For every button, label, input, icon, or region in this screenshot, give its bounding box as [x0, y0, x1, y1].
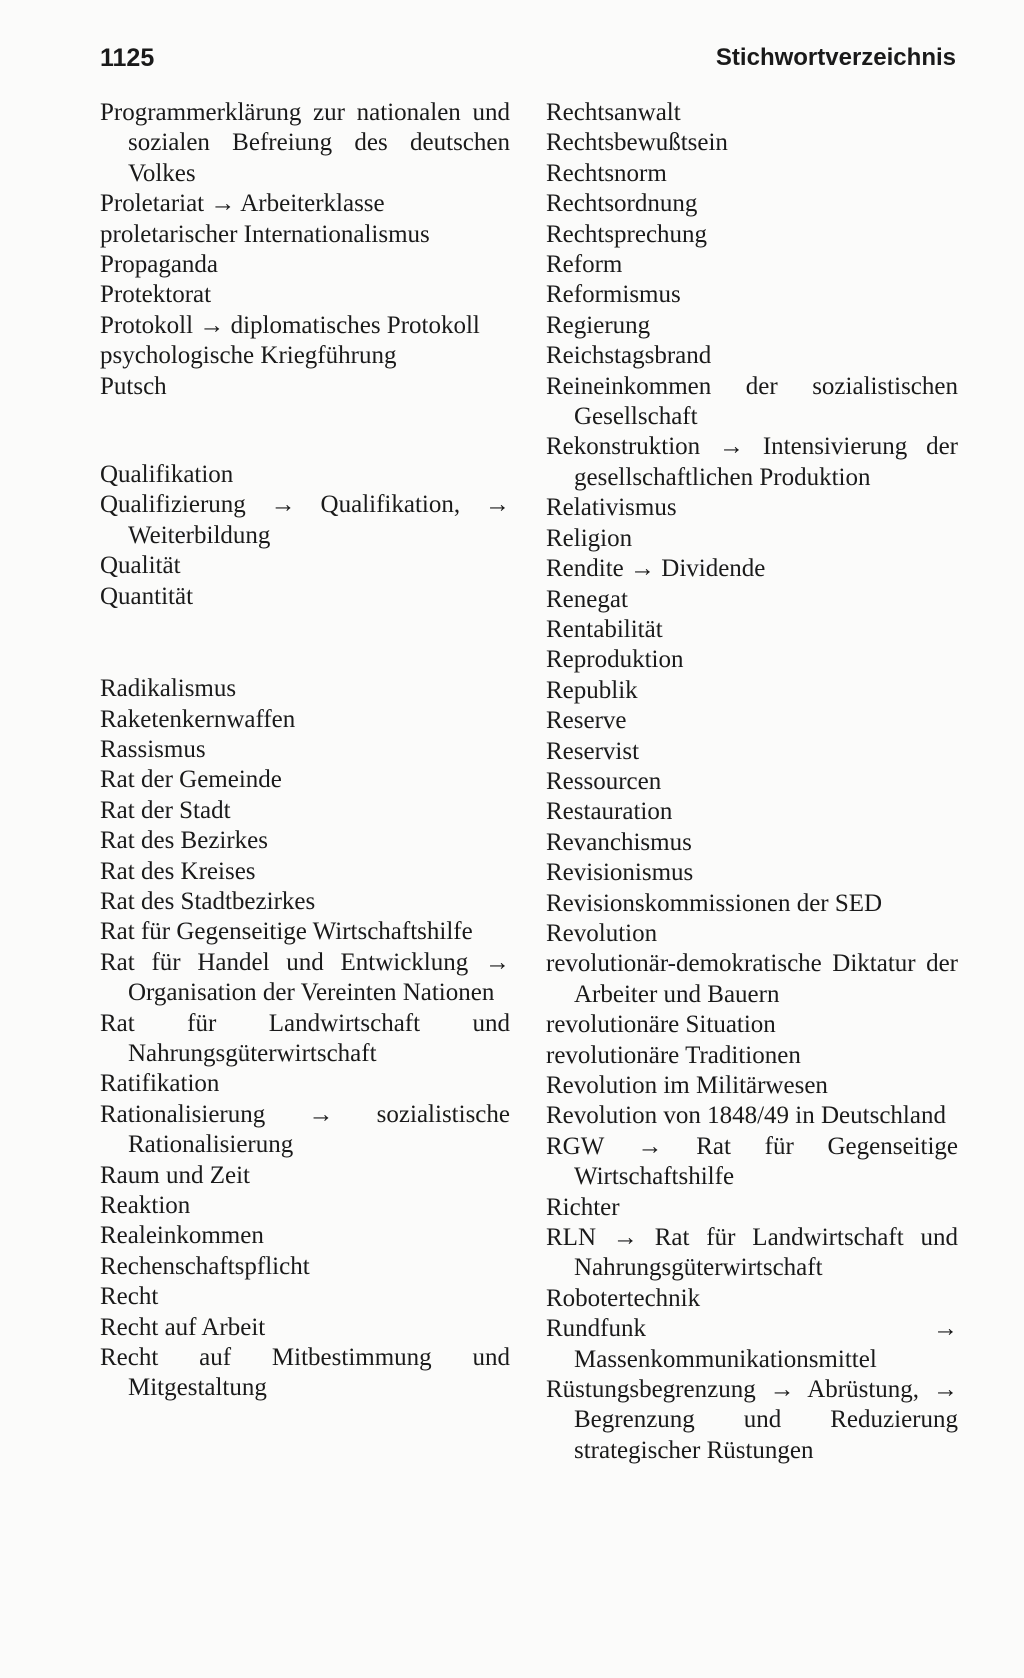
index-entry: RLN → Rat für Landwirtschaft und Nahrungsgüterwirtschaft [546, 1224, 958, 1282]
index-entry: Revisionismus [546, 859, 694, 887]
index-entry: Rat für Handel und Entwicklung → Organisation der Vereinten Nationen [100, 948, 510, 1007]
index-entry: Rentabilität [546, 615, 663, 643]
index-entry: Robotertechnik [546, 1284, 701, 1312]
page-number: 1125 [100, 44, 155, 72]
index-entry: Ratifikation [100, 1070, 220, 1098]
index-entry: Rationalisierung → sozialistische Rationalisierung [100, 1100, 510, 1159]
index-entry: Ressourcen [546, 767, 662, 795]
index-entry: Restauration [546, 798, 673, 826]
index-entry: Revolution im Militärwesen [546, 1072, 828, 1099]
index-entry: Rechtsanwalt [546, 99, 681, 126]
index-entry: Relativismus [546, 494, 677, 522]
index-entry: Renegat [546, 585, 628, 613]
index-group-r-continued [546, 98, 958, 1466]
index-entry: Rechtsprechung [546, 220, 708, 248]
group-spacer [100, 402, 510, 460]
index-entry: Rechtsnorm [546, 159, 667, 187]
index-entry: psychologische Kriegführung [100, 342, 397, 370]
index-group-r [100, 674, 510, 1404]
index-entry: revolutionäre Traditionen [546, 1041, 801, 1069]
index-entry: Rat der Stadt [100, 796, 231, 824]
index-entry: Reichstagsbrand [546, 342, 712, 370]
index-entry: RGW → Rat für Gegenseitige Wirtschaftshilfe [546, 1132, 958, 1191]
right-column [546, 98, 958, 1466]
index-entry: Reserve [546, 707, 627, 735]
index-group-p [100, 98, 510, 402]
index-entry: Rat des Stadtbezirkes [100, 887, 316, 915]
index-entry: Qualifizierung → Qualifikation, → Weiterbildung [100, 491, 510, 549]
index-entry: Religion [546, 524, 633, 552]
index-entry: Rechenschaftspflicht [100, 1252, 310, 1280]
index-entry: Recht auf Arbeit [100, 1313, 266, 1341]
index-entry: Proletariat → Arbeiterklasse [100, 190, 385, 218]
index-entry: Revolution von 1848/49 in Deutschland [546, 1102, 946, 1130]
group-spacer [100, 612, 510, 674]
index-entry: Rechtsbewußtsein [546, 129, 728, 157]
index-entry: Revanchismus [546, 828, 692, 856]
index-entry: Quantität [100, 582, 194, 610]
index-entry: Qualifikation [100, 461, 234, 489]
index-entry: Rat des Kreises [100, 857, 256, 885]
index-entry: Raum und Zeit [100, 1161, 250, 1189]
running-title: Stichwortverzeichnis [715, 44, 956, 71]
index-entry: Radikalismus [100, 675, 237, 703]
index-entry: Reaktion [100, 1192, 191, 1219]
index-entry: Rassismus [100, 735, 206, 763]
index-entry: Rüstungsbegrenzung → Abrüstung, → Begrenzung und Reduzierung strategischer Rüstungen [546, 1376, 958, 1464]
index-entry: Richter [546, 1193, 620, 1221]
index-entry: Reineinkommen der sozialistischen Gesellschaft [546, 372, 958, 431]
index-entry: Reproduktion [546, 646, 684, 674]
index-entry: Rat für Landwirtschaft und Nahrungsgüterwirtschaft [100, 1009, 510, 1067]
index-entry: Rat der Gemeinde [100, 766, 282, 794]
index-entry: Programmerklärung zur nationalen und sozialen Befreiung des deutschen Volkes [100, 99, 510, 187]
index-entry: Rat des Bezirkes [100, 827, 269, 855]
index-entry: Rundfunk → Massenkommunikationsmittel [546, 1315, 958, 1373]
index-entry: Reservist [546, 737, 640, 765]
index-entry: Propaganda [100, 251, 219, 279]
index-entry: Revolution [546, 919, 658, 947]
index-entry: revolutionäre Situation [546, 1011, 776, 1039]
index-entry: Protokoll → diplomatisches Protokoll [100, 311, 480, 339]
index-entry: Reformismus [546, 281, 681, 309]
index-entry: revolutionär-demokratische Diktatur der Arbeiter und Bauern [546, 950, 958, 1008]
index-entry: Rat für Gegenseitige Wirtschaftshilfe [100, 918, 473, 946]
index-entry: Recht [100, 1283, 159, 1311]
index-entry: Rekonstruktion → Intensivierung der gesellschaftlichen Produktion [546, 433, 958, 491]
index-entry: Protektorat [100, 281, 212, 309]
index-entry: Reform [546, 251, 623, 279]
index-entry: Republik [546, 676, 638, 704]
index-entry: proletarischer Internationalismus [100, 220, 430, 248]
index-entry: Qualität [100, 552, 181, 580]
index-group-q [100, 460, 510, 612]
index-entry: Putsch [100, 372, 167, 400]
index-entry: Realeinkommen [100, 1222, 264, 1250]
index-entry: Rendite → Dividende [546, 555, 766, 583]
index-entry: Revisionskommissionen der SED [546, 889, 883, 917]
index-entry: Regierung [546, 311, 651, 339]
index-entry: Rechtsordnung [546, 190, 698, 218]
index-entry: Recht auf Mitbestimmung und Mitgestaltung [100, 1344, 510, 1402]
left-column [100, 98, 510, 1404]
index-entry: Raketenkernwaffen [100, 705, 296, 733]
